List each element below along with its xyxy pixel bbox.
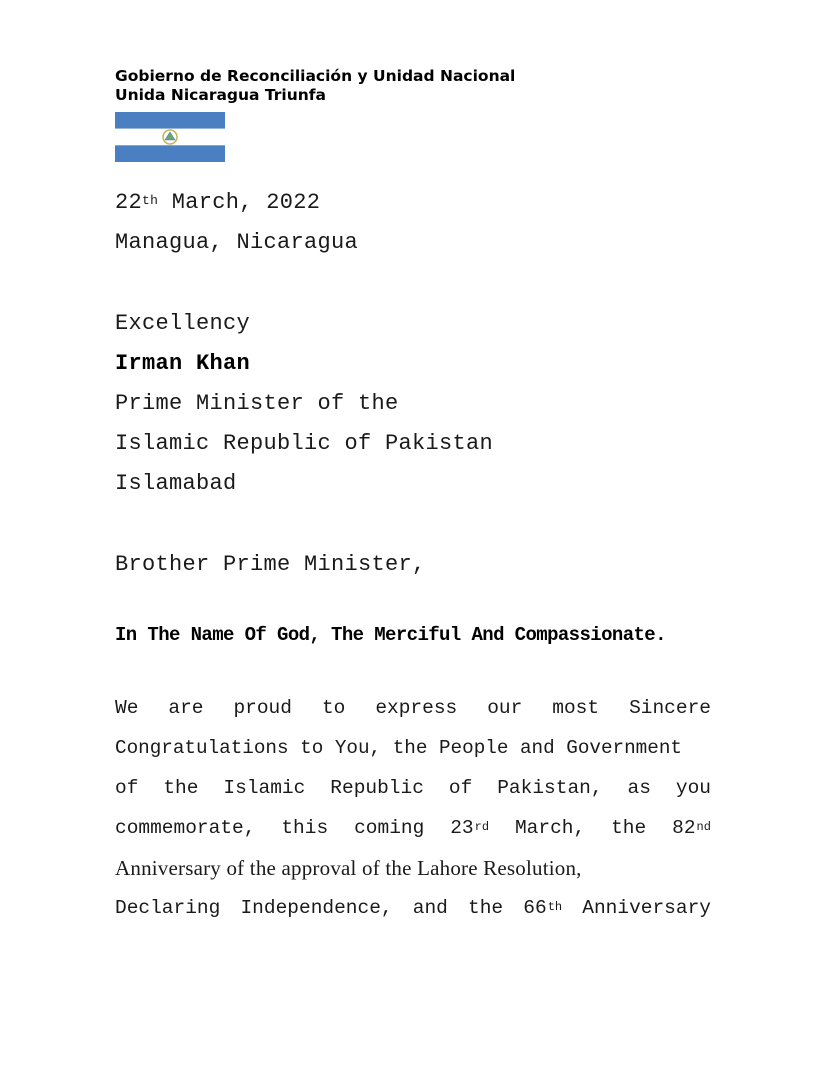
letterhead-motto: Unida Nicaragua Triunfa [115, 86, 327, 104]
body-line: of the Islamic Republic of Pakistan, as you [115, 777, 711, 799]
recipient-city: Islamabad [115, 471, 237, 496]
letter-location: Managua, Nicaragua [115, 230, 359, 255]
recipient-position-line2: Islamic Republic of Pakistan [115, 431, 494, 456]
body-line: Congratulations to You, the People and Government [115, 737, 682, 759]
body-line: We are proud to express our most Sincere [115, 697, 711, 719]
letterhead [115, 67, 515, 105]
letter-date: 22th March, 2022 [115, 190, 321, 215]
greeting: Brother Prime Minister, [115, 552, 426, 577]
recipient-name: Irman Khan [115, 351, 251, 376]
invocation: In The Name Of God, The Merciful And Compassionate. [115, 624, 666, 646]
body-line: Declaring Independence, and the 66th Anniversary [115, 897, 711, 919]
nicaragua-flag-icon [115, 112, 225, 162]
body-line: commemorate, this coming 23rd March, the 82nd [115, 817, 711, 839]
letterhead-government: Gobierno de Reconciliación y Unidad Nacional [115, 67, 516, 85]
letter-body [115, 696, 711, 936]
body-line: Anniversary of the approval of the Lahore Resolution, [115, 856, 582, 880]
recipient-salutation-title: Excellency [115, 311, 251, 336]
recipient-position-line1: Prime Minister of the [115, 391, 399, 416]
